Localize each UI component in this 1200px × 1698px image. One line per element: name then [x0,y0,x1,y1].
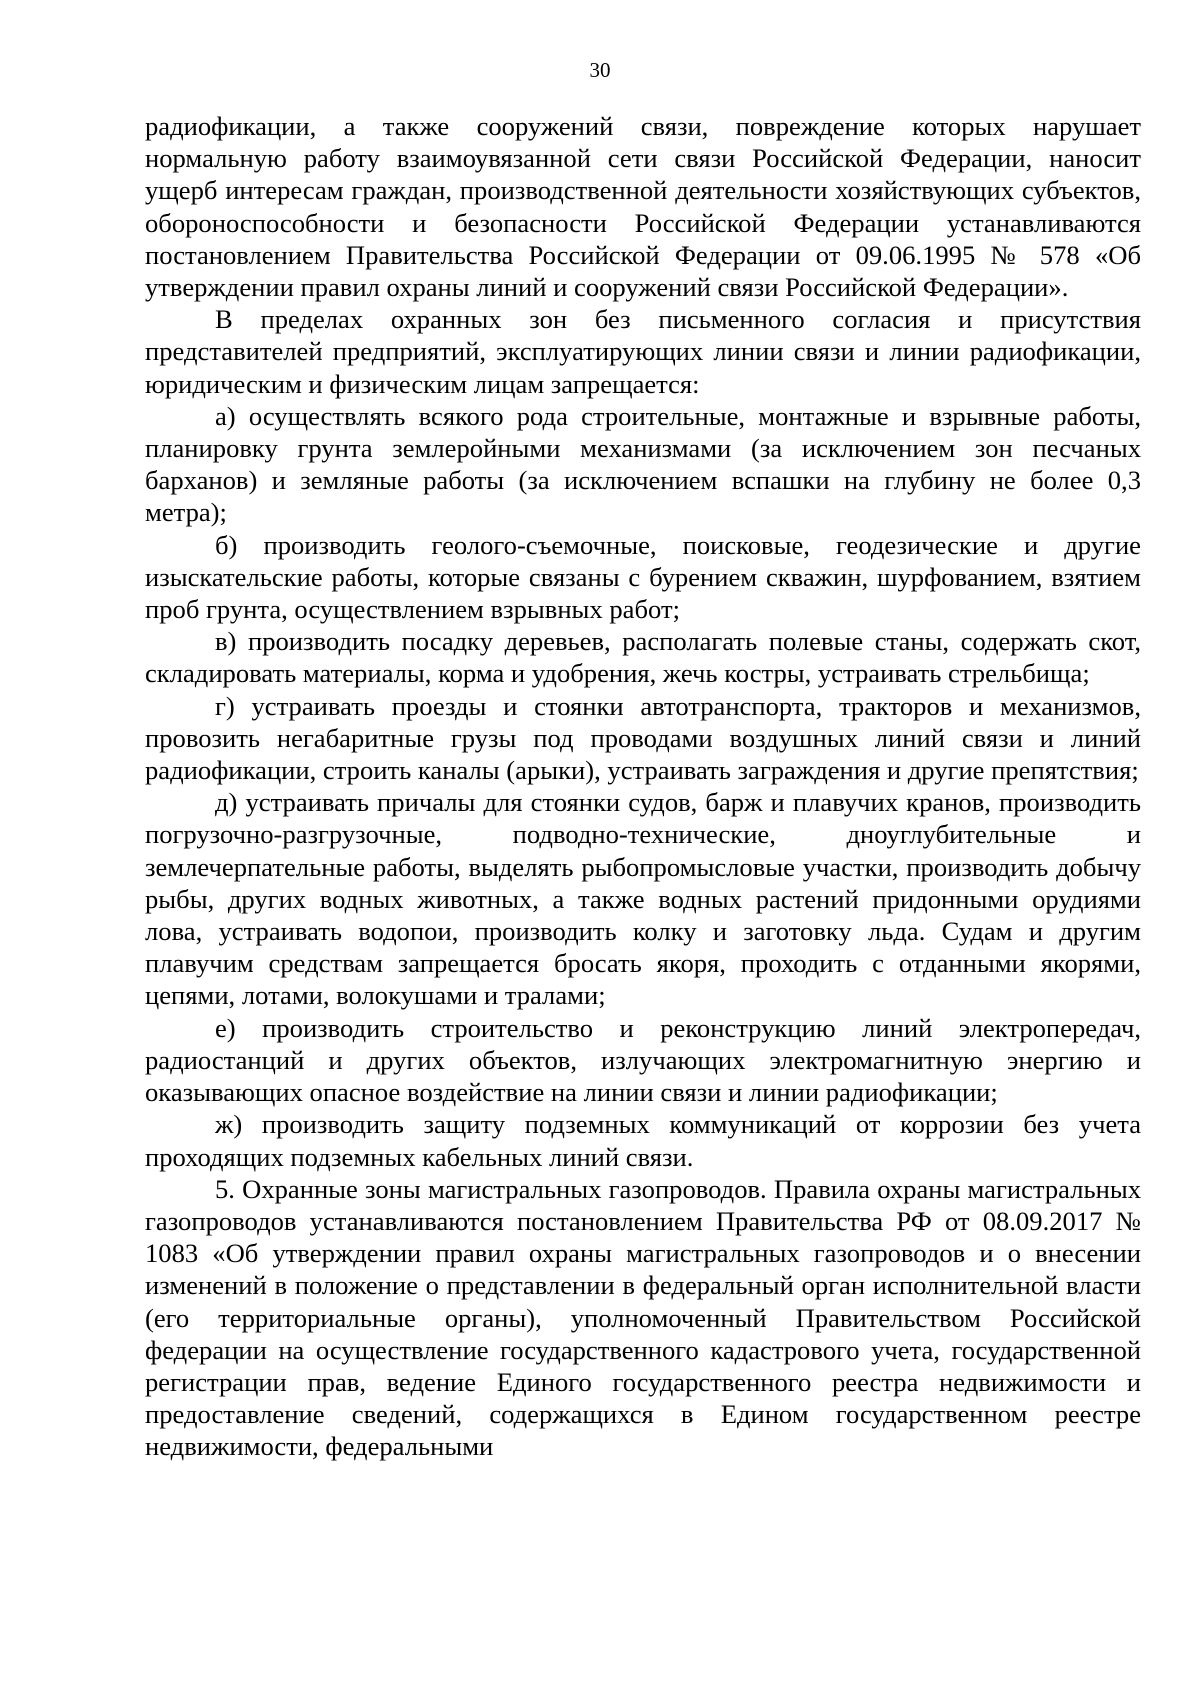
list-item-b: б) производить геолого-съемочные, поисковые, геодезические и другие изыскательские работы, которые связаны с бурением скважин, шурфованием, взятием проб грунта, осуществлением взрывных работ; [145,529,1141,625]
page-body [145,110,1141,1463]
paragraph-prohibitions-intro: В пределах охранных зон без письменного согласия и присутствия представителей предприятий, эксплуатирующих линии связи и линии радиофикации, юридическим и физическим лицам запрещается: [145,304,1141,399]
list-item-g: г) устраивать проезды и стоянки автотранспорта, тракторов и механизмов, провозить негабаритные грузы под проводами воздушных линий связи и линий радиофикации, строить каналы (арыки), устраивать заграждения и другие препятствия; [145,690,1141,786]
paragraph-continuation: радиофикации, а также сооружений связи, повреждение которых нарушает нормальную работу взаимоувязанной сети связи Российской Федерации, наносит ущерб интересам граждан, производственной деятельности хозяйствующих субъектов, обороноспособности и безопасности Российской Федерации устанавливаются постановлением Правительства Российской Федерации от 09.06.1995 № 578 «Об утверждении правил охраны линий и сооружений связи Российской Федерации». [145,111,1141,303]
paragraph-section-5: 5. Охранные зоны магистральных газопроводов. Правила охраны магистральных газопроводов устанавливаются постановлением Правительства РФ от 08.09.2017 № 1083 «Об утверждении правил охраны магистральных газопроводов и о внесении изменений в положение о представлении в федеральный орган исполнительной власти (его территориальные органы), уполномоченный Правительством Российской федерации на осуществление государственного кадастрового учета, государственной регистрации прав, ведение Единого государственного реестра недвижимости и предоставление сведений, содержащихся в Едином государственном реестре недвижимости, федеральными [145,1173,1141,1462]
list-item-d: д) устраивать причалы для стоянки судов, барж и плавучих кранов, производить погрузочно-разгрузочные, подводно-технические, дноуглубительные и землечерпательные работы, выделять рыбопромысловые участки, производить добычу рыбы, других водных животных, а также водных растений придонными орудиями лова, устраивать водопои, производить колку и заготовку льда. Судам и другим плавучим средствам запрещается бросать якоря, проходить с отданными якорями, цепями, лотами, волокушами и тралами; [145,787,1141,1011]
list-item-a: а) осуществлять всякого рода строительные, монтажные и взрывные работы, планировку грунта землеройными механизмами (за исключением зон песчаных барханов) и земляные работы (за исключением вспашки на глубину не более 0,3 метра); [145,400,1141,528]
page-number: 30 [589,58,611,82]
list-item-zh: ж) производить защиту подземных коммуникаций от коррозии без учета проходящих подземных кабельных линий связи. [145,1109,1141,1172]
list-item-v: в) производить посадку деревьев, располагать полевые станы, содержать скот, складировать материалы, корма и удобрения, жечь костры, устраивать стрельбища; [145,626,1141,689]
list-item-e: е) производить строительство и реконструкцию линий электропередач, радиостанций и других объектов, излучающих электромагнитную энергию и оказывающих опасное воздействие на линии связи и линии радиофикации; [145,1012,1141,1108]
